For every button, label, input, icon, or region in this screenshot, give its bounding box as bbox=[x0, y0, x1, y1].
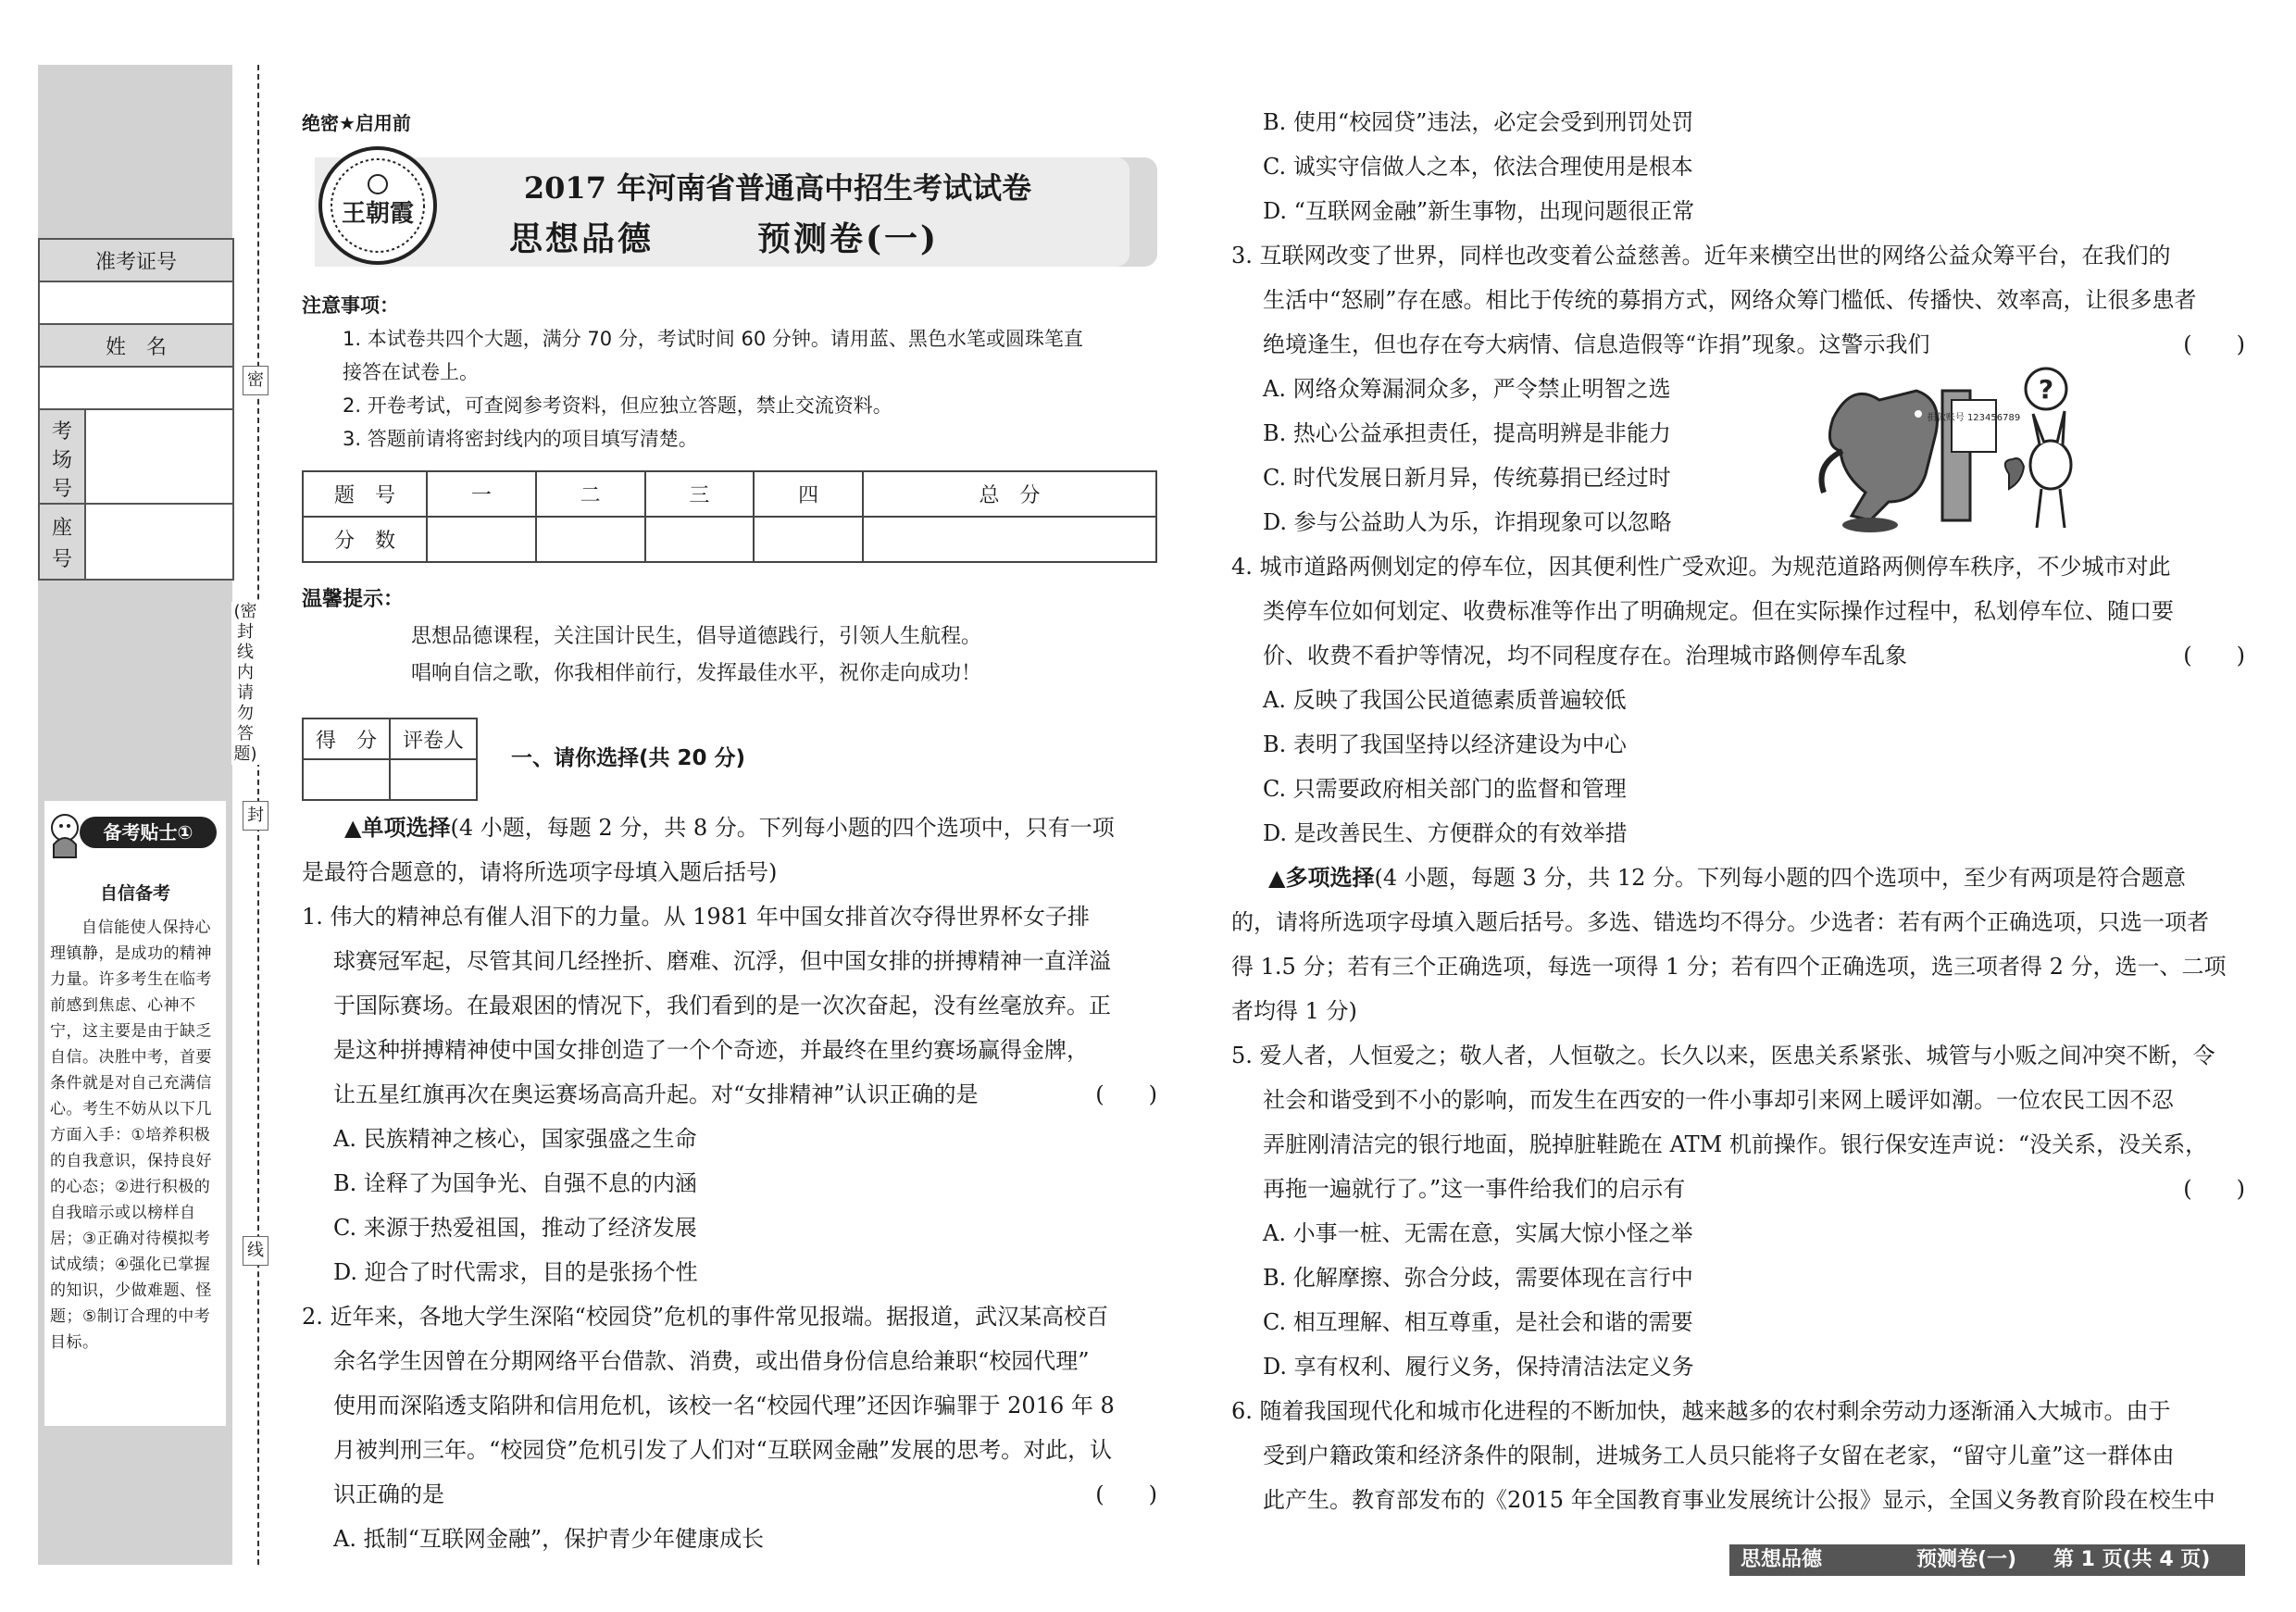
score-header: 总 分 bbox=[863, 471, 1156, 517]
question-line: 类停车位如何划定、收费标准等作出了明确规定。但在实际操作过程中，私划停车位、随口要 bbox=[1263, 598, 2174, 624]
score-row-label: 分 数 bbox=[303, 517, 427, 562]
grader-score-cell[interactable] bbox=[303, 759, 390, 800]
score-cell[interactable] bbox=[754, 517, 863, 562]
option[interactable]: D. “互联网金融”新生事物，出现问题很正常 bbox=[1263, 198, 1695, 224]
cartoon-sign: 捐款账号 123456789 bbox=[1927, 413, 2021, 423]
answer-bracket[interactable]: ( ) bbox=[2183, 643, 2245, 669]
right-column-questions bbox=[1231, 100, 2245, 1522]
seal-char-xian: 线 bbox=[243, 1236, 268, 1266]
publisher-logo-text: 王朝霞 bbox=[341, 200, 415, 228]
option[interactable]: D. 参与公益助人为乐，诈捐现象可以忽略 bbox=[1263, 509, 1672, 535]
option[interactable]: D. 是改善民生、方便群众的有效举措 bbox=[1263, 820, 1628, 846]
study-tip-banner bbox=[48, 804, 220, 861]
score-header: 四 bbox=[754, 471, 863, 517]
question-1 bbox=[302, 894, 1157, 1294]
question-6 bbox=[1231, 1389, 2245, 1522]
multi-choice-marker: ▲多项选择 bbox=[1268, 865, 1375, 891]
score-header: 三 bbox=[645, 471, 755, 517]
grader-table bbox=[302, 718, 478, 801]
publisher-logo bbox=[318, 145, 438, 266]
question-line: 球赛冠军起，尽管其间几经挫折、磨难、沉浮，但中国女排的拼搏精神一直洋溢 bbox=[333, 948, 1111, 974]
single-choice-intro: (4 小题，每题 2 分，共 8 分。下列每小题的四个选项中，只有一项 bbox=[450, 815, 1115, 841]
svg-text:?: ? bbox=[2038, 374, 2054, 405]
answer-bracket[interactable]: ( ) bbox=[1095, 1481, 1157, 1507]
seat-label: 座 号 bbox=[40, 505, 86, 579]
single-choice-intro: 是最符合题意的，请将所选项字母填入题后括号) bbox=[302, 859, 778, 885]
question-line: 再拖一遍就行了。”这一事件给我们的启示有 bbox=[1263, 1176, 1686, 1202]
option[interactable]: B. 化解摩擦、弥合分歧，需要体现在言行中 bbox=[1263, 1265, 1693, 1291]
score-header: 二 bbox=[536, 471, 645, 517]
seal-char-feng: 封 bbox=[243, 801, 268, 831]
question-line: 1. 伟大的精神总有催人泪下的力量。从 1981 年中国女排首次夺得世界杯女子排 bbox=[302, 904, 1090, 930]
option[interactable]: B. 热心公益承担责任，提高明辨是非能力 bbox=[1263, 420, 1671, 446]
question-line: 5. 爱人者，人恒爱之；敬人者，人恒敬之。长久以来，医患关系紧张、城管与小贩之间冲突不断，令 bbox=[1231, 1043, 2215, 1068]
notice-item: 接答在试卷上。 bbox=[343, 361, 479, 383]
question-line: 绝境逢生，但也存在夸大病情、信息造假等“诈捐”现象。这警示我们 bbox=[1263, 331, 1930, 357]
option[interactable]: A. 抵制“互联网金融”，保护青少年健康成长 bbox=[333, 1526, 765, 1552]
question-line: 6. 随着我国现代化和城市化进程的不断加快，越来越多的农村剩余劳动力逐渐涌入大城市。由于 bbox=[1231, 1398, 2171, 1424]
notice-item: 2. 开卷考试，可查阅参考资料，但应独立答题，禁止交流资料。 bbox=[343, 394, 892, 417]
question-line: 弄脏刚清洁完的银行地面，脱掉脏鞋跪在 ATM 机前操作。银行保安连声说：“没关系，没关系， bbox=[1263, 1131, 2208, 1157]
option[interactable]: D. 享有权利、履行义务，保持清洁法定义务 bbox=[1263, 1354, 1694, 1380]
option[interactable]: C. 来源于热爱祖国，推动了经济发展 bbox=[333, 1215, 697, 1241]
single-choice-marker: ▲单项选择 bbox=[344, 815, 451, 841]
seat-field[interactable] bbox=[86, 505, 232, 579]
study-tip-title: 自信备考 bbox=[99, 883, 170, 904]
notice-title: 注意事项： bbox=[302, 294, 399, 317]
warm-tip-line: 思想品德课程，关注国计民生，倡导道德践行，引领人生航程。 bbox=[411, 625, 982, 648]
answer-bracket[interactable]: ( ) bbox=[1095, 1081, 1157, 1107]
exam-room-field[interactable] bbox=[86, 410, 232, 503]
question-line: 受到户籍政策和经济条件的限制，进城务工人员只能将子女留在老家，“留守儿童”这一群体由 bbox=[1263, 1443, 2175, 1468]
exam-number-field[interactable] bbox=[40, 282, 232, 325]
question-line: 此产生。教育部发布的《2015 年全国教育事业发展统计公报》显示，全国义务教育阶段在校生中 bbox=[1263, 1487, 2215, 1513]
question-4 bbox=[1231, 544, 2245, 856]
grader-label: 评卷人 bbox=[390, 719, 477, 759]
question-3 bbox=[1231, 233, 2245, 544]
exam-number-label: 准考证号 bbox=[40, 240, 232, 282]
wolf-donation-cartoon bbox=[1815, 363, 2083, 539]
question-line: 3. 互联网改变了世界，同样也改变着公益慈善。近年来横空出世的网络公益众筹平台，在我们的 bbox=[1231, 243, 2171, 269]
grader-name-cell[interactable] bbox=[390, 759, 477, 800]
page-footer bbox=[1729, 1544, 2245, 1576]
study-tip-banner-label: 备考贴士① bbox=[103, 821, 193, 843]
question-5 bbox=[1231, 1033, 2245, 1389]
question-line: 是这种拼搏精神使中国女排创造了一个个奇迹，并最终在里约赛场赢得金牌， bbox=[333, 1037, 1089, 1063]
seal-note: (密封线内请勿答题) bbox=[231, 602, 259, 765]
confidential-label: 绝密★启用前 bbox=[302, 112, 411, 134]
option[interactable]: C. 时代发展日新月异，传统募捐已经过时 bbox=[1263, 465, 1671, 491]
option[interactable]: B. 诠释了为国争光、自强不息的内涵 bbox=[333, 1170, 697, 1196]
notice-block bbox=[302, 289, 1157, 456]
question-line: 社会和谐受到不小的影响，而发生在西安的一件小事却引来网上暖评如潮。一位农民工因不忍 bbox=[1263, 1087, 2174, 1113]
grader-score-label: 得 分 bbox=[303, 719, 390, 759]
option[interactable]: B. 表明了我国坚持以经济建设为中心 bbox=[1263, 731, 1627, 757]
left-column-questions bbox=[302, 806, 1157, 1561]
question-line: 价、收费不看护等情况，均不同程度存在。治理城市路侧停车乱象 bbox=[1263, 643, 1907, 669]
footer-paper: 预测卷(一) bbox=[1916, 1548, 2017, 1571]
warm-tip-line: 唱响自信之歌，你我相伴前行，发挥最佳水平，祝你走向成功！ bbox=[411, 662, 982, 685]
score-cell[interactable] bbox=[536, 517, 645, 562]
option[interactable]: A. 网络众筹漏洞众多，严令禁止明智之选 bbox=[1263, 376, 1671, 402]
question-line: 让五星红旗再次在奥运赛场高高升起。对“女排精神”认识正确的是 bbox=[333, 1081, 979, 1107]
option[interactable]: A. 反映了我国公民道德素质普遍较低 bbox=[1263, 687, 1627, 713]
answer-bracket[interactable]: ( ) bbox=[2183, 331, 2245, 357]
multi-choice-intro: ▲多项选择(4 小题，每题 3 分，共 12 分。下列每小题的四个选项中，至少有两项是符合题意 的，请将所选项字母填入题后括号。多选、错选均不得分。少选者：若有两个正确选项，只选一项者 得 1.5 分；若有三个正确选项，每选一项得 1 分；若有四个正确选项，选三项者得 2 分，选一、二项 者均得 1 分) bbox=[1231, 865, 2227, 1024]
question-line: 于国际赛场。在最艰困的情况下，我们看到的是一次次奋起，没有丝毫放弃。正 bbox=[333, 993, 1111, 1018]
question-line: 生活中“怒刷”存在感。相比于传统的募捐方式，网络众筹门槛低、传播快、效率高，让很多患者 bbox=[1263, 287, 2197, 313]
question-line: 识正确的是 bbox=[333, 1481, 444, 1507]
candidate-info-table bbox=[38, 238, 234, 581]
exam-room-label: 考 场 号 bbox=[40, 410, 86, 503]
name-field[interactable] bbox=[40, 368, 232, 410]
option[interactable]: C. 诚实守信做人之本，依法合理使用是根本 bbox=[1263, 154, 1693, 180]
name-label: 姓 名 bbox=[40, 325, 232, 368]
question-line: 月被判刑三年。“校园贷”危机引发了人们对“互联网金融”发展的思考。对此，认 bbox=[333, 1437, 1113, 1463]
option[interactable]: C. 只需要政府相关部门的监督和管理 bbox=[1263, 776, 1627, 802]
question-line: 2. 近年来，各地大学生深陷“校园贷”危机的事件常见报端。据报道，武汉某高校百 bbox=[302, 1304, 1109, 1330]
subject-title: 思想品德 bbox=[509, 219, 655, 258]
score-cell[interactable] bbox=[645, 517, 755, 562]
warm-tip bbox=[302, 581, 1157, 693]
question-line: 4. 城市道路两侧划定的停车位，因其便利性广受欢迎。为规范道路两侧停车秩序，不少城市对此 bbox=[1231, 554, 2171, 580]
score-table bbox=[302, 470, 1157, 563]
option[interactable]: D. 迎合了时代需求，目的是张扬个性 bbox=[333, 1259, 698, 1285]
section1-title: 一、请你选择(共 20 分) bbox=[511, 746, 746, 770]
exam-title: 2017 年河南省普通高中招生考试试卷 bbox=[523, 170, 1032, 206]
question-line: 余名学生因曾在分期网络平台借款、消费，或出借身份信息给兼职“校园代理” bbox=[333, 1348, 1090, 1374]
footer-page: 第 1 页(共 4 页) bbox=[2053, 1548, 2211, 1571]
notice-item: 3. 答题前请将密封线内的项目填写清楚。 bbox=[343, 428, 698, 450]
option[interactable]: A. 民族精神之核心，国家强盛之生命 bbox=[333, 1126, 697, 1152]
question-2 bbox=[302, 1294, 1157, 1561]
paper-number: 预测卷(一) bbox=[757, 219, 940, 258]
answer-bracket[interactable]: ( ) bbox=[2183, 1176, 2245, 1202]
option[interactable]: B. 使用“校园贷”违法，必定会受到刑罚处罚 bbox=[1263, 109, 1694, 135]
seal-char-mi: 密 bbox=[243, 366, 268, 395]
study-tip-body: 自信能使人保持心理镇静，是成功的精神力量。许多考生在临考前感到焦虑、心神不宁，这主要是由于缺乏自信。决胜中考，首要条件就是对自己充满信心。考生不妨从以下几方面入手：①培养积极的自我意识，保持良好的心态；②进行积极的自我暗示或以榜样自居；③正确对待模拟考试成绩；④强化已掌握的知识，少做难题、怪题；⑤制订合理的中考目标。 bbox=[50, 918, 212, 1352]
footer-subject: 思想品德 bbox=[1741, 1548, 1823, 1571]
score-header: 一 bbox=[427, 471, 536, 517]
option[interactable]: A. 小事一桩、无需在意，实属大惊小怪之举 bbox=[1263, 1220, 1693, 1246]
warm-tip-title: 温馨提示： bbox=[302, 588, 405, 611]
notice-item: 1. 本试卷共四个大题，满分 70 分，考试时间 60 分钟。请用蓝、黑色水笔或圆珠笔直 bbox=[343, 328, 1083, 350]
score-cell[interactable] bbox=[427, 517, 536, 562]
score-header: 题 号 bbox=[303, 471, 427, 517]
option[interactable]: C. 相互理解、相互尊重，是社会和谐的需要 bbox=[1263, 1309, 1693, 1335]
score-cell[interactable] bbox=[863, 517, 1156, 562]
question-line: 使用而深陷透支陷阱和信用危机，该校一名“校园代理”还因诈骗罪于 2016 年 8 bbox=[333, 1393, 1115, 1418]
